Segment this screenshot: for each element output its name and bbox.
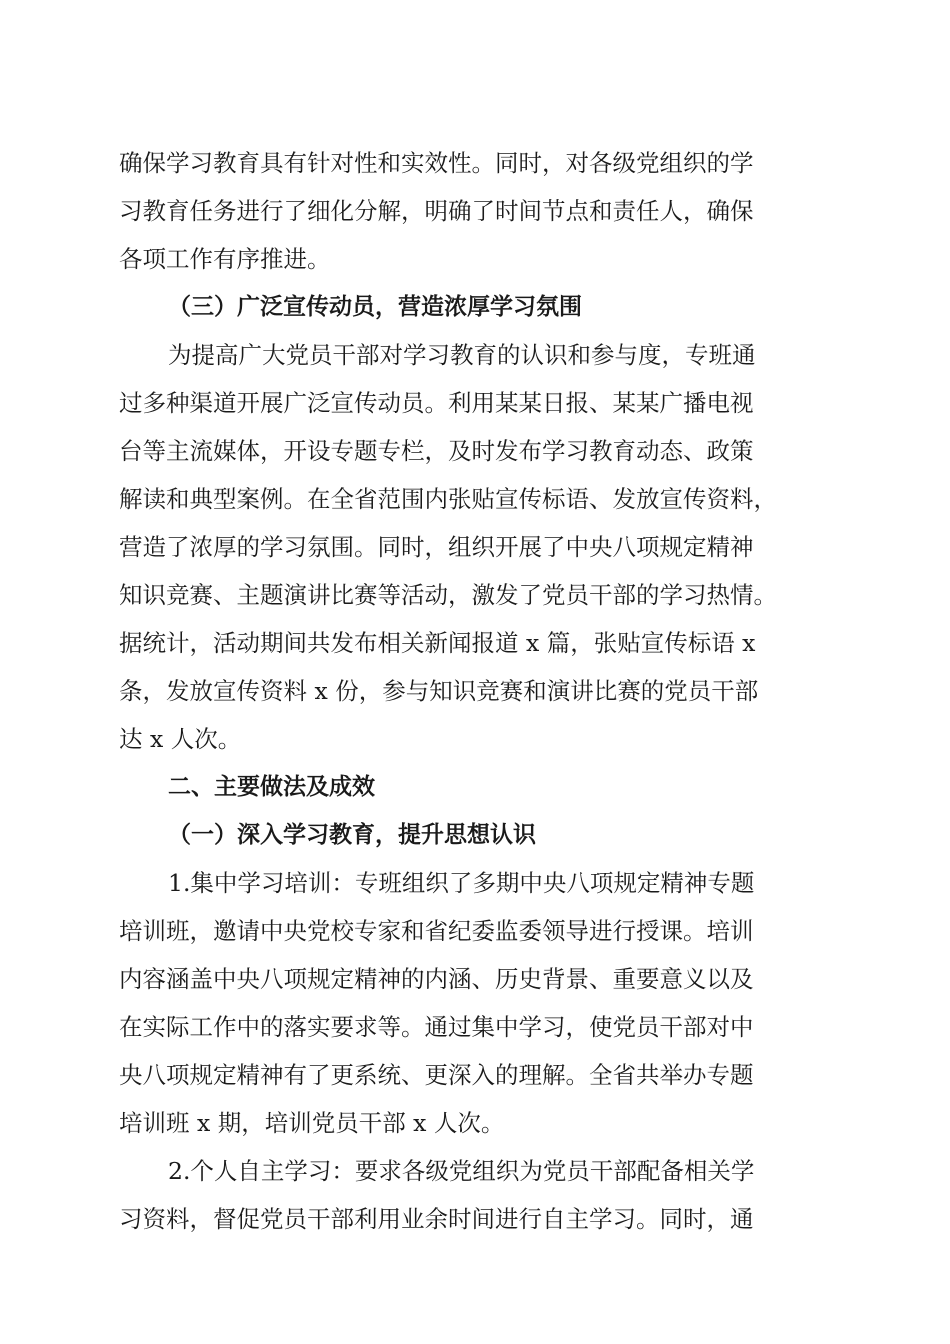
body-line: 为提高广大党员干部对学习教育的认识和参与度，专班通	[168, 341, 756, 369]
body-line: 各项工作有序推进。	[119, 245, 331, 273]
section-heading: （一）深入学习教育，提升思想认识	[168, 822, 536, 848]
body-line: 确保学习教育具有针对性和实效性。同时，对各级党组织的学	[119, 149, 754, 177]
body-line: 培训班 x 期，培训党员干部 x 人次。	[119, 1109, 505, 1137]
body-line: 达 x 人次。	[119, 725, 242, 753]
body-line: 习教育任务进行了细化分解，明确了时间节点和责任人，确保	[119, 197, 754, 225]
body-line: 在实际工作中的落实要求等。通过集中学习，使党员干部对中	[119, 1013, 754, 1041]
body-line: 习资料，督促党员干部利用业余时间进行自主学习。同时，通	[119, 1205, 754, 1233]
section-heading: （三）广泛宣传动员，营造浓厚学习氛围	[168, 294, 582, 320]
body-line: 内容涵盖中央八项规定精神的内涵、历史背景、重要意义以及	[119, 965, 754, 993]
body-line: 营造了浓厚的学习氛围。同时，组织开展了中央八项规定精神	[119, 533, 754, 561]
body-line: 条，发放宣传资料 x 份，参与知识竞赛和演讲比赛的党员干部	[119, 677, 759, 705]
body-line: 知识竞赛、主题演讲比赛等活动，激发了党员干部的学习热情。	[119, 581, 777, 609]
body-line: 培训班，邀请中央党校专家和省纪委监委领导进行授课。培训	[119, 917, 754, 945]
chapter-heading: 二、主要做法及成效	[168, 774, 375, 800]
body-line: 据统计，活动期间共发布相关新闻报道 x 篇，张贴宣传标语 x	[119, 629, 756, 657]
body-line: 解读和典型案例。在全省范围内张贴宣传标语、发放宣传资料，	[119, 485, 777, 513]
body-line: 央八项规定精神有了更系统、更深入的理解。全省共举办专题	[119, 1061, 754, 1089]
body-line: 过多种渠道开展广泛宣传动员。利用某某日报、某某广播电视	[119, 389, 754, 417]
body-line: 台等主流媒体，开设专题专栏，及时发布学习教育动态、政策	[119, 437, 754, 465]
body-line: 2.个人自主学习：要求各级党组织为党员干部配备相关学	[168, 1157, 755, 1185]
body-line: 1.集中学习培训：专班组织了多期中央八项规定精神专题	[168, 869, 755, 897]
